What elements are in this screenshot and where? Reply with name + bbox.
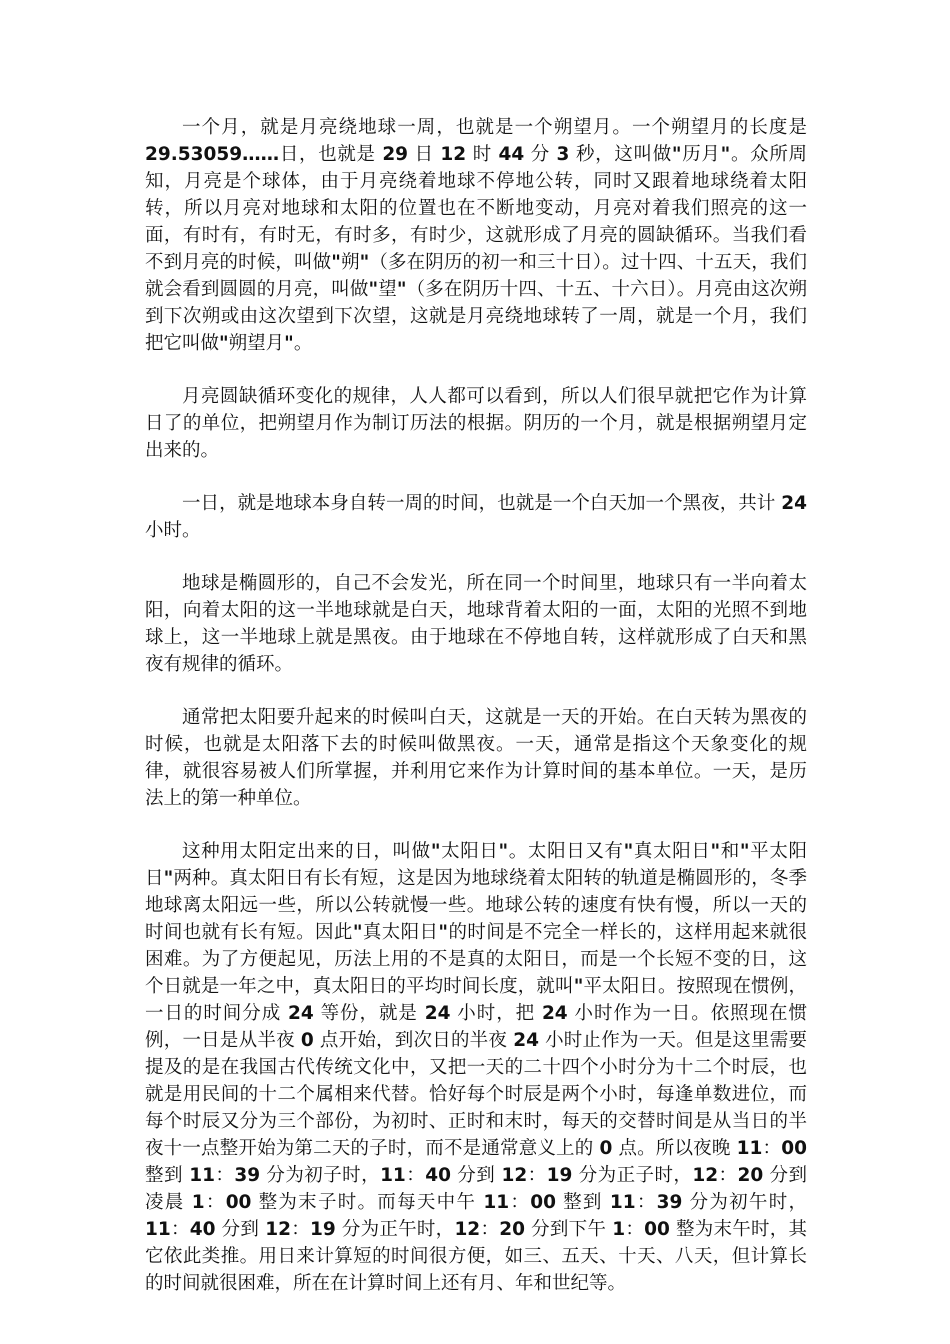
bold-number: 40 <box>189 1219 216 1240</box>
bold-number: 40 <box>425 1165 451 1186</box>
text-run: ： <box>509 1192 531 1213</box>
bold-number: 39 <box>234 1165 261 1186</box>
bold-number: 29 <box>382 144 409 165</box>
quote-mark: " <box>671 144 682 165</box>
bold-number: 00 <box>781 1138 807 1159</box>
text-run: 时 <box>466 144 499 165</box>
bold-number: 00 <box>644 1219 670 1240</box>
paragraph-1 <box>145 114 807 357</box>
text-run: 历月 <box>681 144 721 165</box>
bold-number: 12 <box>265 1219 292 1240</box>
bold-number: 0 <box>599 1138 613 1159</box>
paragraph-3 <box>145 490 807 544</box>
text-run: 整到 <box>555 1192 610 1213</box>
bold-number: 24 <box>288 1003 314 1024</box>
text-run: 分为初子时， <box>260 1165 381 1186</box>
bold-number: 19 <box>310 1219 336 1240</box>
quote-mark: " <box>720 144 731 165</box>
bold-number: 24 <box>424 1003 451 1024</box>
text-run: 望 <box>378 279 397 300</box>
quote-mark: " <box>352 922 363 943</box>
bold-number: 24 <box>541 1003 568 1024</box>
text-run: ： <box>480 1219 500 1240</box>
bold-number: 20 <box>499 1219 525 1240</box>
text-run: 分到 <box>215 1219 266 1240</box>
bold-number: 12 <box>454 1219 481 1240</box>
text-run: 秒，这叫做 <box>569 144 672 165</box>
text-run: 分为正子时， <box>572 1165 693 1186</box>
text-run: 分到 <box>450 1165 502 1186</box>
bold-number: 1 <box>612 1219 626 1240</box>
text-run: 两种。真太阳日有长有短，这是因为地球绕着太阳转的轨道是椭圆形的，冬季地球离太阳远一些，所以公转就慢一些。地球公转的速度有快有慢，所以一天的时间也就有长有短。因此 <box>145 868 807 943</box>
text-run: 平太阳日 <box>145 841 807 889</box>
text-run: ： <box>405 1165 426 1186</box>
text-run: 。 <box>293 333 313 354</box>
text-run: 通常把太阳要升起来的时候叫白天，这就是一天的开始。在白天转为黑夜的时候，也就是太阳落下去的时候叫做黑夜。一天，通常是指这个天象变化的规律，就很容易被人们所掌握，并利用它来作为计算时间的基本单位。一天，是历法上的第一种单位。 <box>145 707 807 809</box>
text-run: 。太阳日又有 <box>508 841 624 862</box>
text-run: ： <box>762 1138 782 1159</box>
quote-mark: " <box>284 333 294 354</box>
quote-mark: " <box>573 976 584 997</box>
bold-number: 00 <box>225 1192 252 1213</box>
text-run: 点。所以夜晚 <box>612 1138 737 1159</box>
bold-number: 12 <box>440 144 467 165</box>
text-run: 小时作为一日。依照现在惯例，一日是从半夜 <box>145 1003 808 1051</box>
text-run: 和 <box>720 841 740 862</box>
quote-mark: " <box>739 841 750 862</box>
quote-mark: " <box>438 922 449 943</box>
quote-mark: " <box>359 252 370 273</box>
text-run: ： <box>204 1192 226 1213</box>
bold-number: 3 <box>556 144 570 165</box>
text-run: ： <box>170 1219 190 1240</box>
text-run: 的时间是不完全一样长的，这样用起来就很困难。为了方便起见，历法上用的不是真的太阳日，而是一个长短不变的日，这个日就是一年之中，真太阳日的平均时间长度，就叫 <box>145 922 807 997</box>
bold-number: 11 <box>609 1192 636 1213</box>
text-run: 分到凌晨 <box>145 1165 807 1213</box>
text-run: ： <box>214 1165 235 1186</box>
quote-mark: " <box>331 252 341 273</box>
text-run: 分 <box>524 144 557 165</box>
text-run: 整为末子时。而每天中午 <box>251 1192 484 1213</box>
text-run: 这种用太阳定出来的日，叫做 <box>182 841 431 862</box>
text-run: （多在阴历的初一和三十日）。过十四、十五天，我们就会看到圆圆的月亮，叫做 <box>145 252 807 300</box>
text-run: 小时。 <box>145 520 201 541</box>
text-run: （多在阴历十四、十五、十六日）。月亮由这次朔到下次朔或由这次望到下次望，这就是月亮绕地球转了一周，就是一个月，我们把它叫做 <box>145 279 807 354</box>
paragraph-4 <box>145 570 807 678</box>
text-run: 等份，就是 <box>313 1003 425 1024</box>
text-run: 月亮圆缺循环变化的规律，人人都可以看到，所以人们很早就把它作为计算日了的单位，把朔望月作为制订历法的根据。阴历的一个月，就是根据朔望月定出来的。 <box>145 386 807 461</box>
text-run: ： <box>718 1165 738 1186</box>
text-run: 朔 <box>340 252 360 273</box>
text-run: 真太阳日 <box>633 841 711 862</box>
bold-number: 12 <box>692 1165 719 1186</box>
bold-number: 00 <box>530 1192 556 1213</box>
bold-number: 11 <box>736 1138 763 1159</box>
text-run: 分为初午时， <box>682 1192 807 1213</box>
document-body <box>145 114 807 1297</box>
bold-number: 1 <box>191 1192 205 1213</box>
quote-mark: " <box>219 333 229 354</box>
quote-mark: " <box>368 279 379 300</box>
text-run: 一个月，就是月亮绕地球一周，也就是一个朔望月。一个朔望月的长度是 <box>182 117 807 138</box>
quote-mark: " <box>498 841 509 862</box>
text-run: 真太阳日 <box>362 922 439 943</box>
text-run: ： <box>291 1219 311 1240</box>
text-run: ： <box>625 1219 645 1240</box>
text-run: 日，也就是 <box>279 144 383 165</box>
text-run: 小时止作为一天。但是这里需要提及的是在我国古代传统文化中，又把一天的二十四个小时分为十二个时辰，也就是用民间的十二个属相来代替。恰好每个时辰是两个小时，每逢单数进位，而每个时辰又分为三个部份，为初时、正时和末时，每天的交替时间是从当日的半夜十一点整开始为第二天的子时，而不是通常意义上的 <box>145 1030 807 1159</box>
bold-number: 39 <box>656 1192 683 1213</box>
text-run: 一日，就是地球本身自转一周的时间，也就是一个白天加一个黑夜，共计 <box>182 493 782 514</box>
text-run: ： <box>527 1165 547 1186</box>
quote-mark: " <box>430 841 441 862</box>
text-run: 整到 <box>145 1165 190 1186</box>
bold-number: 24 <box>781 493 807 514</box>
bold-number: 29.53059…… <box>145 144 280 165</box>
text-run: 。众所周知，月亮是个球体，由于月亮绕着地球不停地公转，同时又跟着地球绕着太阳转，所以月亮对地球和太阳的位置也在不断地变动，月亮对着我们照亮的这一面，有时有，有时无，有时多，有时少，这就形成了月亮的圆缺循环。当我们看不到月亮的时候，叫做 <box>145 144 808 273</box>
text-run: 点开始，到次日的半夜 <box>313 1030 514 1051</box>
bold-number: 11 <box>483 1192 510 1213</box>
text-run: 分到下午 <box>524 1219 613 1240</box>
bold-number: 12 <box>501 1165 528 1186</box>
bold-number: 11 <box>189 1165 215 1186</box>
bold-number: 44 <box>498 144 525 165</box>
bold-number: 19 <box>546 1165 573 1186</box>
text-run: 小时，把 <box>450 1003 542 1024</box>
quote-mark: " <box>163 868 174 889</box>
bold-number: 24 <box>513 1030 539 1051</box>
bold-number: 11 <box>380 1165 406 1186</box>
paragraph-5 <box>145 704 807 812</box>
quote-mark: " <box>396 279 407 300</box>
text-run: ： <box>635 1192 657 1213</box>
bold-number: 11 <box>145 1219 171 1240</box>
bold-number: 20 <box>737 1165 764 1186</box>
text-run: 分为正午时， <box>335 1219 455 1240</box>
paragraph-6 <box>145 838 807 1297</box>
quote-mark: " <box>710 841 721 862</box>
text-run: 日 <box>408 144 441 165</box>
text-run: 整为末午时，其它依此类推。用日来计算短的时间很方便，如三、五天、十天、八天，但计算长的时间就很困难，所在在计算时间上还有月、年和世纪等。 <box>145 1219 807 1294</box>
quote-mark: " <box>623 841 634 862</box>
text-run: 太阳日 <box>440 841 499 862</box>
bold-number: 0 <box>300 1030 314 1051</box>
paragraph-2 <box>145 383 807 464</box>
text-run: 朔望月 <box>228 333 285 354</box>
text-run: 平太阳日。按照现在惯例，一日的时间分成 <box>145 976 807 1024</box>
text-run: 地球是椭圆形的，自己不会发光，所在同一个时间里，地球只有一半向着太阳，向着太阳的这一半地球就是白天，地球背着太阳的一面，太阳的光照不到地球上，这一半地球上就是黑夜。由于地球在不停地自转，这样就形成了白天和黑夜有规律的循环。 <box>145 573 807 675</box>
